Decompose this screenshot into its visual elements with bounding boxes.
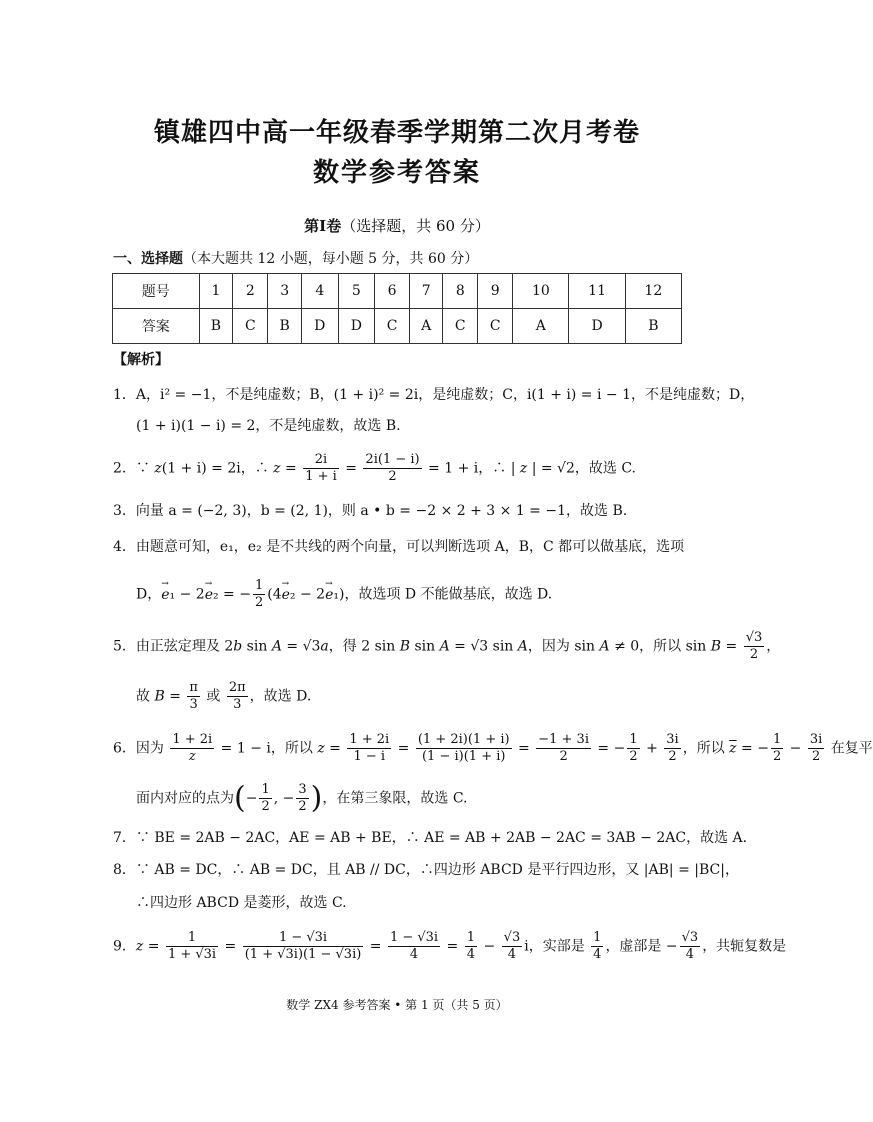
q5-line1: 5．由正弦定理及 2b sin A = √3a，得 2 sin B sin A = √3 sin A，因为 sin A ≠ 0，所以 sin B = $\frac{√3}{2}$ ，	[113, 630, 781, 662]
q1-line1: 1．A，i² = −1，不是纯虚数；B，(1 + i)² = 2i，是纯虚数；C，i(1 + i) = i − 1，不是纯虚数；D，	[113, 387, 755, 403]
q4-line2: D，→ e₁ − 2→ e₂ = − $\frac{1}{2}$ (4→ e₂ − 2→ e₁)，故选项 D 不能做基底，故选 D.	[136, 578, 552, 611]
q8-line2: ∴四边形 ABCD 是菱形，故选 C.	[136, 895, 347, 911]
table-cell: 2	[233, 274, 268, 309]
question-type-heading	[113, 248, 478, 268]
table-cell: 4	[302, 274, 339, 309]
page-footer: 数学 ZX4 参考答案 • 第 1 页（共 5 页）	[286, 998, 508, 1012]
table-cell: C	[375, 309, 410, 344]
table-cell: D	[338, 309, 375, 344]
table-cell: B	[268, 309, 302, 344]
section-desc: （选择题，共 60 分）	[341, 217, 490, 235]
q5-line1-tail: ，	[766, 638, 781, 655]
document-title: 镇雄四中高一年级春季学期第二次月考卷	[153, 118, 640, 148]
table-cell: C	[443, 309, 478, 344]
table-row-answers	[113, 309, 682, 344]
q4-line2-tail: ，故选项 D 不能做基底，故选 D.	[344, 586, 553, 603]
row-label-numbers: 题号	[113, 274, 200, 309]
q4-line1: 4．由题意可知，e₁，e₂ 是不共线的两个向量，可以判断选项 A，B，C 都可以做基底，选项	[113, 539, 685, 555]
answer-table	[112, 273, 682, 344]
q7-solution: 7．∵ BE = 2AB − 2AC，AE = AB + BE，∴ AE = AB + 2AB − 2AC = 3AB − 2AC，故选 A.	[113, 830, 748, 846]
table-cell: B	[625, 309, 681, 344]
table-cell: A	[513, 309, 569, 344]
q6-line1: 6．因为 $\frac{1 + 2i}{z}$ = 1 − i，所以 z = $\frac{1 + 2i}{1 - i}$ = $\frac{(1 + 2i)(1 + i)}{(1 - i)(1 + i)}$ = $\frac{-1 + 3i}{2}$ = − $\frac{1}{2}$ + $\frac{3i}{2}$ ，所以 $\overline{z}$ = − $\frac{1}{2}$ − $\frac{3i}{2}$ 在复平	[113, 732, 873, 764]
table-cell: C	[233, 309, 268, 344]
table-cell: 3	[268, 274, 302, 309]
table-cell: 1	[199, 274, 233, 309]
heading-title: 一、选择题	[113, 251, 183, 267]
table-cell: D	[302, 309, 339, 344]
table-cell: D	[569, 309, 625, 344]
row-label-answers: 答案	[113, 309, 200, 344]
table-cell: 5	[338, 274, 375, 309]
section-label: 第Ⅰ卷	[304, 217, 342, 235]
q9-line1: 9．z = $\frac{1}{1 + √3i}$ = $\frac{1 - √3i}{(1 + √3i)(1 - √3i)}$ = $\frac{1 - √3i}{4}$ = $\frac{1}{4}$ − $\frac{√3}{4}$ i，实部是 $\frac{1}{4}$ ，虚部是 − $\frac{√3}{4}$ ，共轭复数是	[113, 930, 787, 962]
q8-line1: 8．∵ AB = DC，∴ AB = DC，且 AB // DC，∴四边形 ABCD 是平行四边形，又 |AB| = |BC|，	[113, 862, 739, 878]
table-cell: C	[478, 309, 513, 344]
heading-desc: （本大题共 12 小题，每小题 5 分，共 60 分）	[183, 251, 479, 267]
document-subtitle: 数学参考答案	[312, 158, 481, 188]
q6-line2: 面内对应的点为(− $\frac{1}{2}$ , − $\frac{3}{2}$ )，在第三象限，故选 C.	[136, 780, 468, 816]
q5-line2: 故 B = $\frac{\pi}{3}$ 或 $\frac{2\pi}{3}$ ，故选 D.	[136, 680, 312, 712]
analysis-heading: 【解析】	[113, 352, 169, 368]
table-row-numbers	[113, 274, 682, 309]
table-cell: 8	[443, 274, 478, 309]
table-cell: 10	[513, 274, 569, 309]
table-cell: 9	[478, 274, 513, 309]
table-cell: 11	[569, 274, 625, 309]
table-cell: 6	[375, 274, 410, 309]
table-cell: 12	[625, 274, 681, 309]
section-heading	[0, 215, 794, 236]
table-cell: B	[199, 309, 233, 344]
table-cell: 7	[410, 274, 443, 309]
q3-solution: 3．向量 a = (−2, 3)，b = (2, 1)，则 a • b = −2 × 2 + 3 × 1 = −1，故选 B.	[113, 503, 628, 519]
table-cell: A	[410, 309, 443, 344]
q1-line2: (1 + i)(1 − i) = 2，不是纯虚数，故选 B.	[136, 418, 401, 434]
q2-solution: 2．∵ z(1 + i) = 2i，∴ z = $\frac{2i}{1 + i}$ = $\frac{2i(1 - i)}{2}$ = 1 + i，∴ | z | = √2，故选 C.	[113, 452, 636, 484]
q5-line2-tail: ，故选 D.	[249, 688, 312, 705]
q6-line2-tail: ，在第三象限，故选 C.	[322, 790, 468, 807]
